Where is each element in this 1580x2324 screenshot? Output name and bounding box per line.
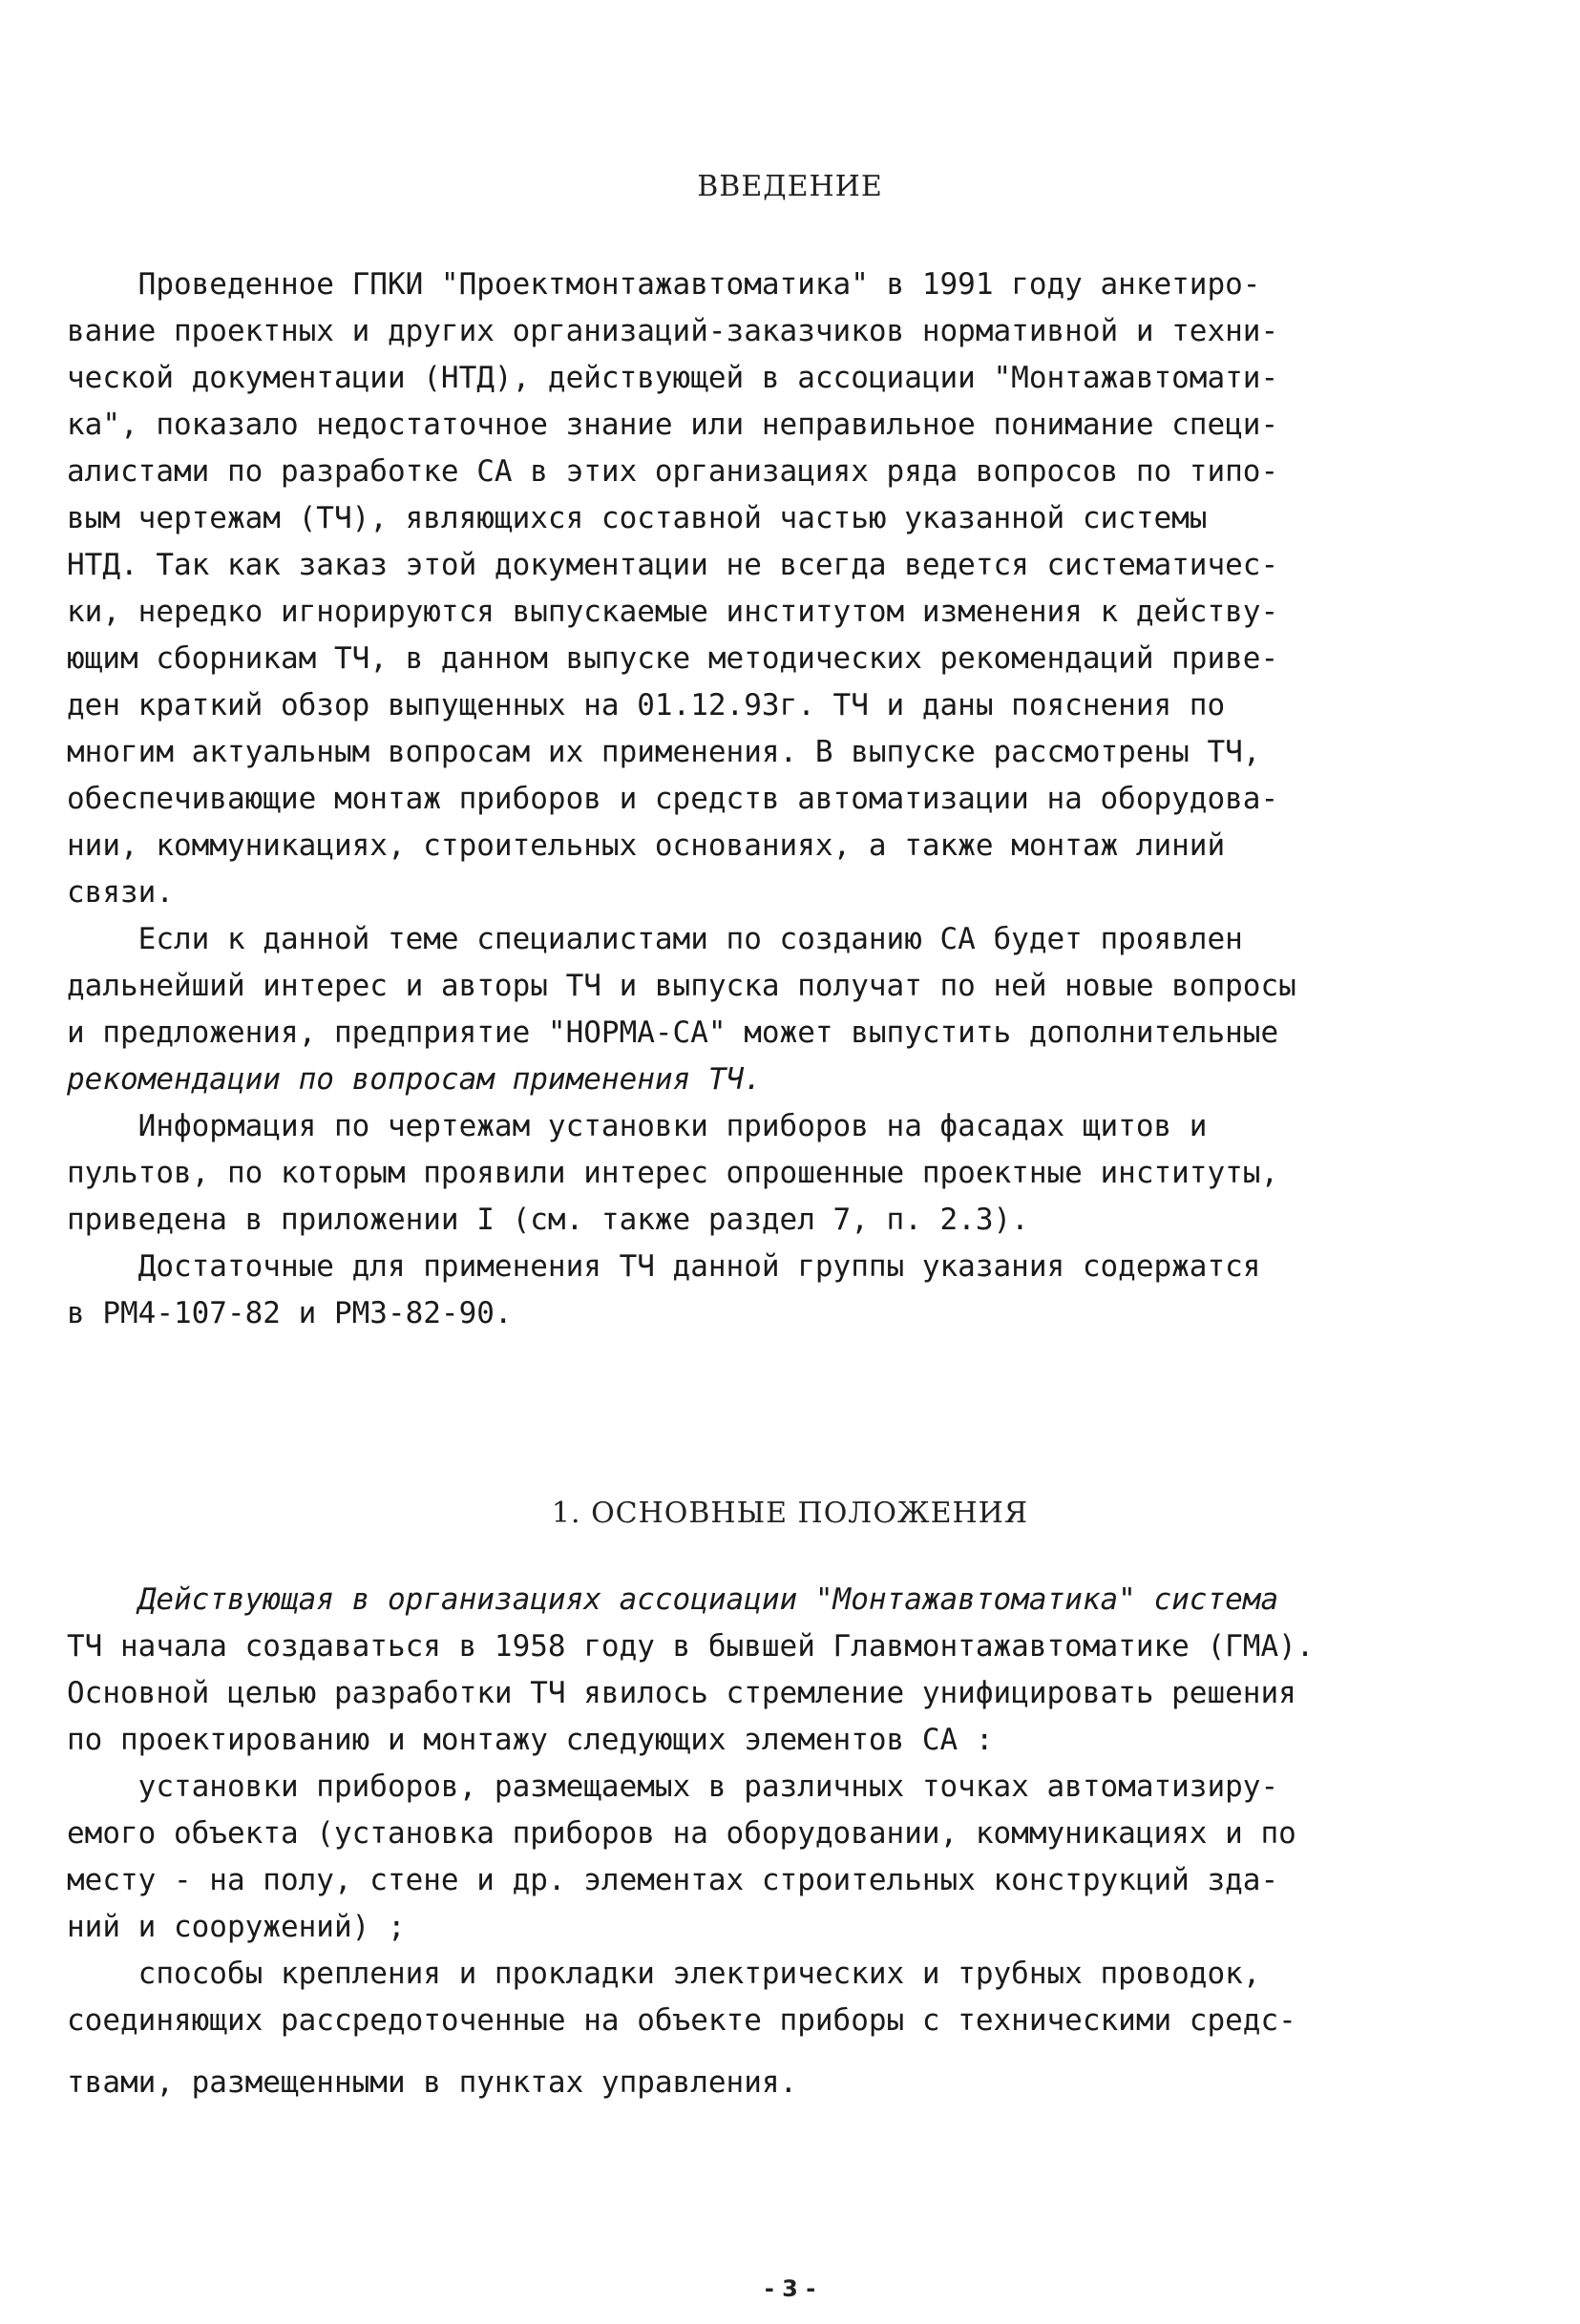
section1-line-4: по проектированию и монтажу следующих элементов СА : xyxy=(67,1723,994,1757)
section1-heading: 1. ОСНОВНЫЕ ПОЛОЖЕНИЯ xyxy=(551,1497,1029,1530)
section1-line-3: Основной целью разработки ТЧ явилось стремление унифицировать решения xyxy=(67,1676,1296,1710)
intro-line-3: ческой документации (НТД), действующей в ассоциации "Монтажавтомати- xyxy=(67,361,1279,395)
intro-line-13: нии, коммуникациях, строительных основаниях, а также монтаж линий xyxy=(67,828,1226,863)
intro-heading: ВВЕДЕНИЕ xyxy=(697,170,883,203)
intro-line-12: обеспечивающие монтаж приборов и средств автоматизации на оборудова- xyxy=(67,782,1279,816)
section1-line-9: способы крепления и прокладки электрических и трубных проводок, xyxy=(67,1957,1261,1991)
intro-line-19: Информация по чертежам установки приборов на фасадах щитов и xyxy=(67,1109,1208,1143)
intro-line-2: вание проектных и других организаций-заказчиков нормативной и техни- xyxy=(67,314,1279,348)
intro-line-16: дальнейший интерес и авторы ТЧ и выпуска получат по ней новые вопросы xyxy=(67,969,1296,1003)
section1-line-10: соединяющих рассредоточенные на объекте приборы с техническими средс- xyxy=(67,2003,1296,2038)
intro-line-8: ки, нередко игнорируются выпускаемые институтом изменения к действу- xyxy=(67,595,1279,629)
intro-line-11: многим актуальным вопросам их применения. В выпуске рассмотрены ТЧ, xyxy=(67,735,1261,769)
section1-line-11: твами, размещенными в пунктах управления. xyxy=(67,2065,798,2100)
intro-line-1: Проведенное ГПКИ "Проектмонтажавтоматика" в 1991 году анкетиро- xyxy=(67,267,1261,302)
intro-line-6: вым чертежам (ТЧ), являющихся составной частью указанной системы xyxy=(67,501,1208,535)
intro-line-21: приведена в приложении I (см. также раздел 7, п. 2.3). xyxy=(67,1203,1029,1237)
section1-line-7: месту - на полу, стене и др. элементах строительных конструкций зда- xyxy=(67,1863,1279,1897)
intro-line-5: алистами по разработке СА в этих организациях ряда вопросов по типо- xyxy=(67,454,1279,489)
intro-line-18: рекомендации по вопросам применения ТЧ. xyxy=(67,1062,762,1097)
section1-line-5: установки приборов, размещаемых в различных точках автоматизиру- xyxy=(67,1769,1279,1804)
intro-line-9: ющим сборникам ТЧ, в данном выпуске методических рекомендаций приве- xyxy=(67,641,1279,676)
intro-line-23: в РМ4-107-82 и РМ3-82-90. xyxy=(67,1296,513,1330)
section1-line-2: ТЧ начала создаваться в 1958 году в бывшей Главмонтажавтоматике (ГМА). xyxy=(67,1629,1315,1664)
intro-line-4: ка", показало недостаточное знание или неправильное понимание специ- xyxy=(67,408,1279,442)
intro-line-20: пультов, по которым проявили интерес опрошенные проектные институты, xyxy=(67,1156,1279,1190)
section1-line-6: емого объекта (установка приборов на оборудовании, коммуникациях и по xyxy=(67,1816,1296,1851)
intro-line-7: НТД. Так как заказ этой документации не всегда ведется систематичес- xyxy=(67,548,1279,582)
page-number: - 3 - xyxy=(764,2275,816,2302)
intro-line-10: ден краткий обзор выпущенных на 01.12.93г. ТЧ и даны пояснения по xyxy=(67,688,1226,722)
section1-line-1: Действующая в организациях ассоциации "Монтажавтоматика" система xyxy=(67,1582,1279,1617)
intro-line-15: Если к данной теме специалистами по созданию СА будет проявлен xyxy=(67,922,1243,956)
intro-line-17: и предложения, предприятие "НОРМА-СА" может выпустить дополнительные xyxy=(67,1015,1279,1050)
section1-line-8: ний и сооружений) ; xyxy=(67,1910,406,1944)
intro-line-22: Достаточные для применения ТЧ данной группы указания содержатся xyxy=(67,1249,1261,1284)
intro-line-14: связи. xyxy=(67,875,174,910)
